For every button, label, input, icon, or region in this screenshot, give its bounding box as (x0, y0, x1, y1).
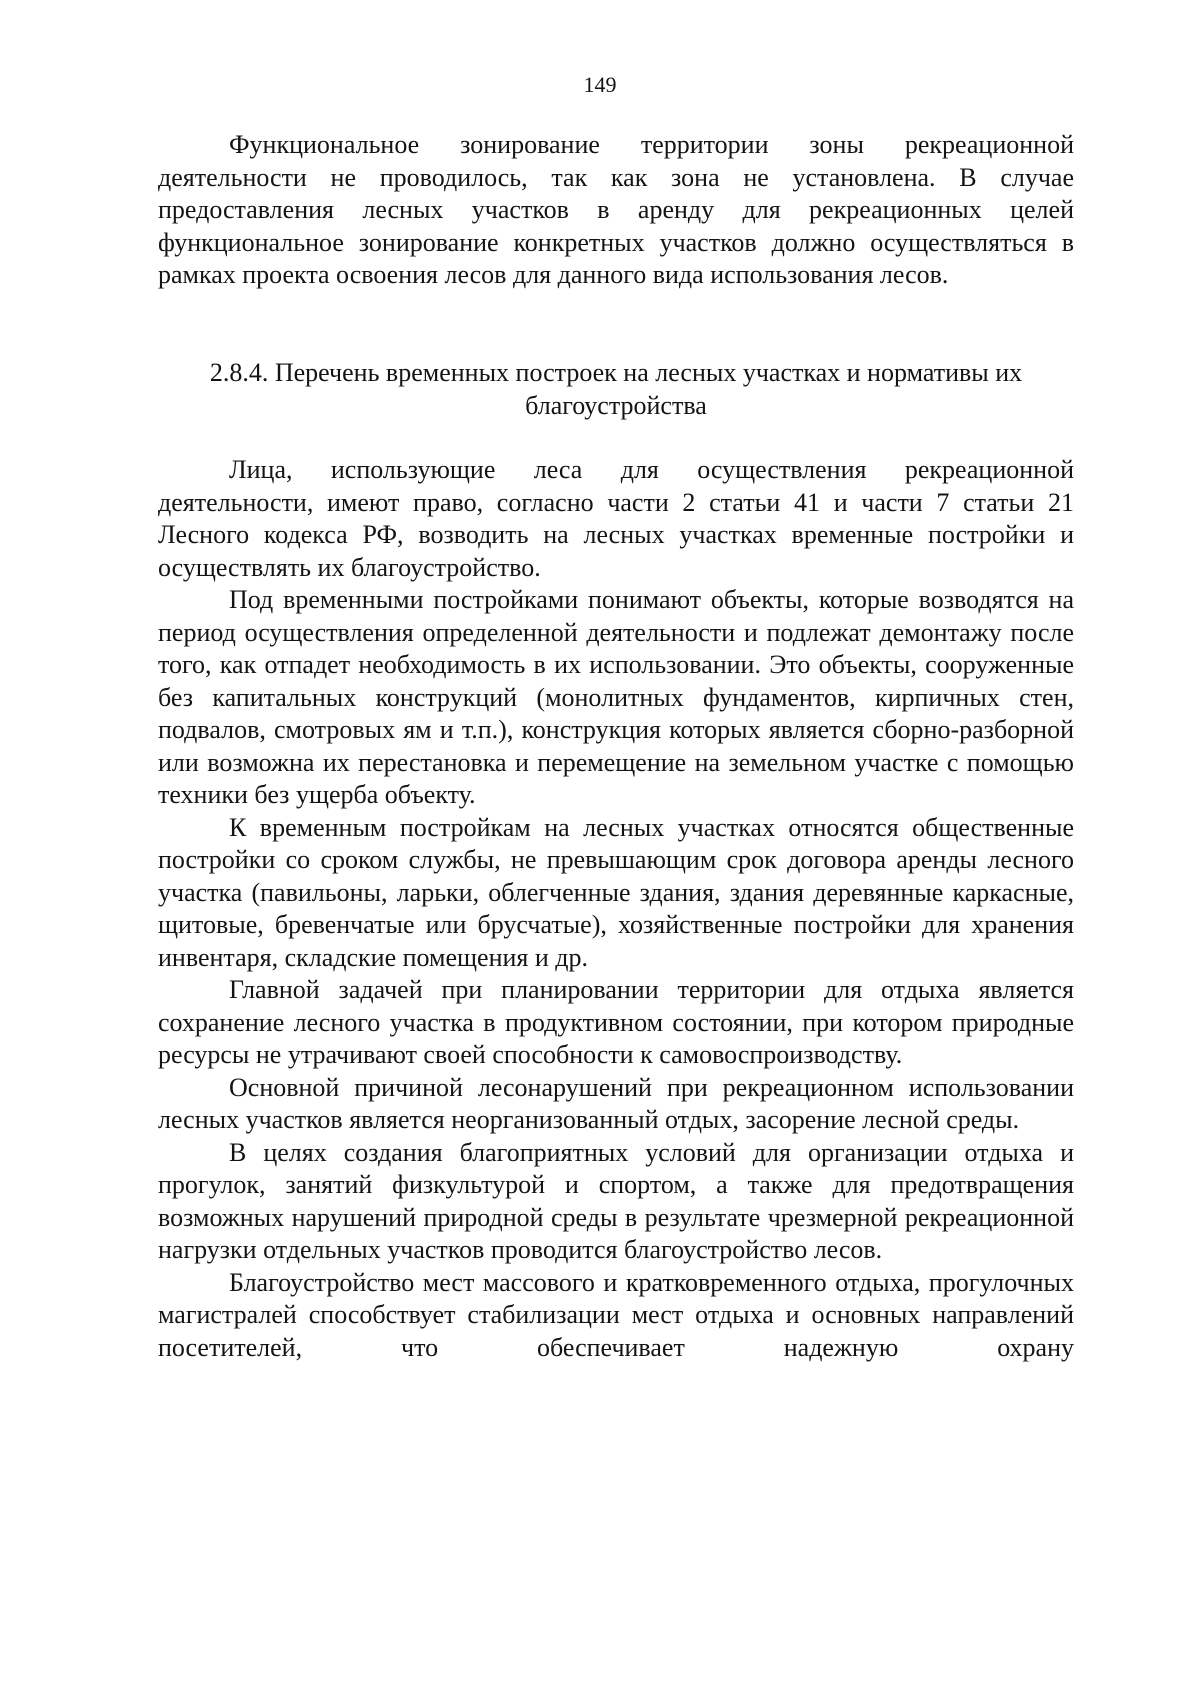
body-paragraph: Под временными постройками понимают объекты, которые возводятся на период осуществления определенной деятельности и подлежат демонтажу после того, как отпадет необходимость в их использовании. Это объекты, сооруженные без капитальных конструкций (монолитных фундаментов, кирпичных стен, подвалов, смотровых ям и т.п.), конструкция которых является сборно-разборной или возможна их перестановка и перемещение на земельном участке с помощью техники без ущерба объекту. (158, 585, 1074, 809)
body-paragraph-last: Благоустройство мест массового и кратковременного отдыха, прогулочных магистралей способствует стабилизации мест отдыха и основных направлений посетителей, что обеспечивает надежную охрану (158, 1267, 1074, 1362)
section-heading: 2.8.4. Перечень временных построек на лесных участках и нормативы их благоустройства (209, 358, 1023, 420)
body-paragraph: К временным постройкам на лесных участках относятся общественные постройки со сроком службы, не превышающим срок договора аренды лесного участка (павильоны, ларьки, облегченные здания, здания деревянные каркасные, щитовые, бревенчатые или брусчатые), хозяйственные постройки для хранения инвентаря, складские помещения и др. (158, 812, 1074, 972)
body-paragraph: Лица, использующие леса для осуществления рекреационной деятельности, имеют право, согласно части 2 статьи 41 и части 7 статьи 21 Лесного кодекса РФ, возводить на лесных участках временные постройки и осуществлять их благоустройство. (158, 455, 1074, 582)
body-paragraph: Главной задачей при планировании территории для отдыха является сохранение лесного участка в продуктивном состоянии, при котором природные ресурсы не утрачивают своей способности к самовоспроизводству. (158, 975, 1074, 1069)
body-paragraph: В целях создания благоприятных условий для организации отдыха и прогулок, занятий физкультурой и спортом, а также для предотвращения возможных нарушений природной среды в результате чрезмерной рекреационной нагрузки отдельных участков проводится благоустройство лесов. (158, 1137, 1074, 1264)
intro-paragraph: Функциональное зонирование территории зоны рекреационной деятельности не проводилось, так как зона не установлена. В случае предоставления лесных участков в аренду для рекреационных целей функциональное зонирование конкретных участков должно осуществляться в рамках проекта освоения лесов для данного вида использования лесов. (158, 130, 1074, 289)
body-paragraph: Основной причиной лесонарушений при рекреационном использовании лесных участков является неорганизованный отдых, засорение лесной среды. (158, 1072, 1074, 1134)
page-number: 149 (583, 72, 617, 97)
section-body (158, 454, 1074, 1364)
intro-section (158, 129, 1074, 292)
